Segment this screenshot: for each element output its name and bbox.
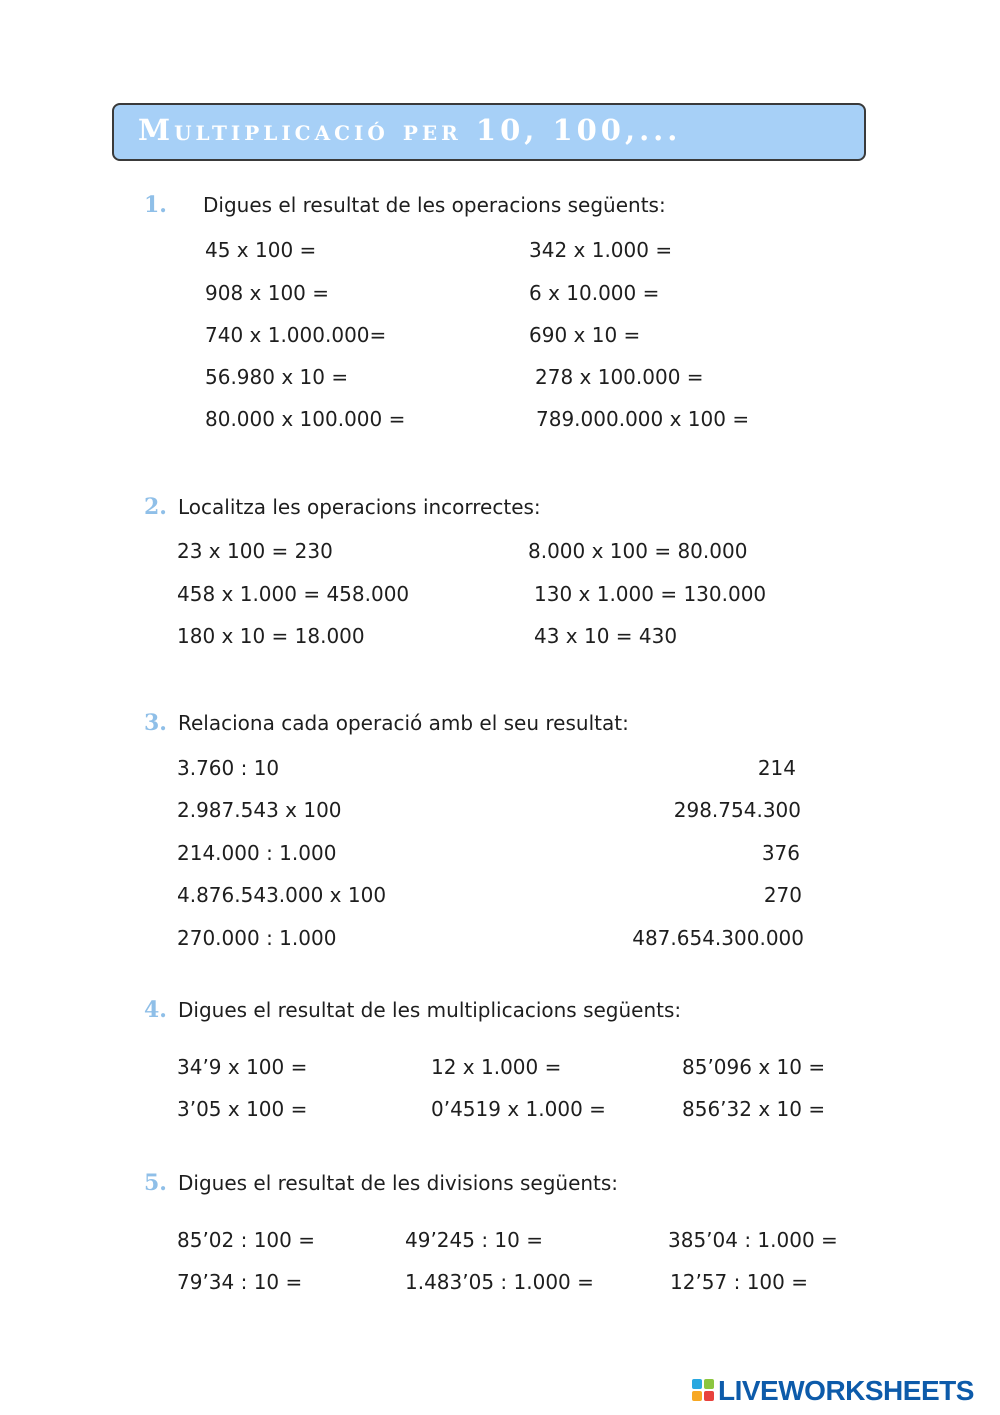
exercise-item: 49’245 : 10 = bbox=[405, 1228, 543, 1252]
result-item: 270 bbox=[763, 883, 802, 907]
result-item: 376 bbox=[761, 841, 800, 865]
exercise-item: 43 x 10 = 430 bbox=[534, 624, 678, 648]
exercise-item: 79’34 : 10 = bbox=[177, 1270, 303, 1294]
result-item: 214 bbox=[757, 756, 796, 780]
exercise-item: 278 x 100.000 = bbox=[535, 365, 704, 389]
section-4-number: 4. bbox=[144, 997, 167, 1023]
section-5-number: 5. bbox=[144, 1170, 167, 1196]
exercise-item: 740 x 1.000.000= bbox=[205, 323, 387, 347]
brand-name: LIVEWORKSHEETS bbox=[718, 1375, 974, 1406]
exercise-item: 34’9 x 100 = bbox=[177, 1055, 308, 1079]
section-3-number: 3. bbox=[144, 710, 167, 736]
exercise-item: 80.000 x 100.000 = bbox=[205, 407, 406, 431]
section-2-instruction: Localitza les operacions incorrectes: bbox=[178, 495, 541, 519]
exercise-item: 85’096 x 10 = bbox=[682, 1055, 826, 1079]
exercise-item: 130 x 1.000 = 130.000 bbox=[534, 582, 767, 606]
exercise-item: 908 x 100 = bbox=[205, 281, 330, 305]
section-4-instruction: Digues el resultat de les multiplicacions següents: bbox=[178, 998, 682, 1022]
operation-item: 3.760 : 10 bbox=[177, 756, 280, 780]
exercise-item: 789.000.000 x 100 = bbox=[536, 407, 750, 431]
exercise-item: 45 x 100 = bbox=[205, 238, 317, 262]
result-item: 298.754.300 bbox=[673, 798, 801, 822]
exercise-item: 23 x 100 = 230 bbox=[177, 539, 333, 563]
exercise-item: 12 x 1.000 = bbox=[431, 1055, 562, 1079]
section-1-number: 1. bbox=[144, 192, 167, 218]
exercise-item: 1.483’05 : 1.000 = bbox=[405, 1270, 594, 1294]
operation-item: 214.000 : 1.000 bbox=[177, 841, 337, 865]
exercise-item: 85’02 : 100 = bbox=[177, 1228, 315, 1252]
exercise-item: 12’57 : 100 = bbox=[670, 1270, 808, 1294]
exercise-item: 56.980 x 10 = bbox=[205, 365, 349, 389]
title-banner bbox=[112, 103, 866, 161]
exercise-item: 6 x 10.000 = bbox=[529, 281, 660, 305]
exercise-item: 856’32 x 10 = bbox=[682, 1097, 826, 1121]
section-3-instruction: Relaciona cada operació amb el seu resultat: bbox=[178, 711, 629, 735]
section-1-instruction: Digues el resultat de les operacions següents: bbox=[203, 193, 666, 217]
exercise-item: 3’05 x 100 = bbox=[177, 1097, 308, 1121]
section-2-number: 2. bbox=[144, 494, 167, 520]
exercise-item: 690 x 10 = bbox=[529, 323, 641, 347]
exercise-item: 342 x 1.000 = bbox=[529, 238, 673, 262]
exercise-item: 385’04 : 1.000 = bbox=[668, 1228, 838, 1252]
exercise-item: 0’4519 x 1.000 = bbox=[431, 1097, 606, 1121]
result-item: 487.654.300.000 bbox=[632, 926, 804, 950]
operation-item: 2.987.543 x 100 bbox=[177, 798, 342, 822]
section-5-instruction: Digues el resultat de les divisions següents: bbox=[178, 1171, 619, 1195]
exercise-item: 458 x 1.000 = 458.000 bbox=[177, 582, 410, 606]
logo-grid-icon bbox=[692, 1379, 714, 1401]
exercise-item: 180 x 10 = 18.000 bbox=[177, 624, 365, 648]
worksheet-title: Multiplicació per 10, 100,... bbox=[138, 113, 682, 147]
exercise-item: 8.000 x 100 = 80.000 bbox=[528, 539, 748, 563]
operation-item: 270.000 : 1.000 bbox=[177, 926, 337, 950]
operation-item: 4.876.543.000 x 100 bbox=[177, 883, 387, 907]
